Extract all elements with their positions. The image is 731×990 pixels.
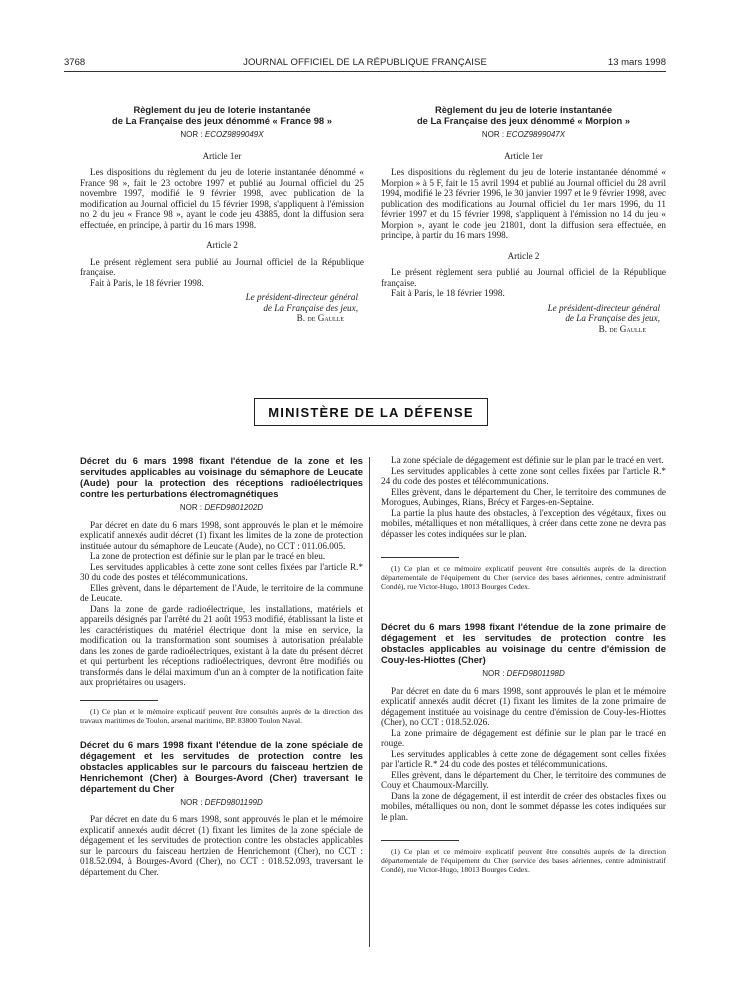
column-rule: [369, 457, 370, 947]
fait-a: Fait à Paris, le 18 février 1998.: [391, 288, 505, 298]
nor-code: DEFD9801198D: [506, 669, 565, 678]
nor-line: [80, 130, 364, 141]
signature-role: de La Française des jeux,: [263, 302, 358, 313]
decret-henrichemont-continued: [381, 455, 666, 591]
footnote: [381, 564, 666, 591]
nor-label: NOR :: [179, 503, 203, 512]
nor-label: NOR :: [481, 130, 505, 139]
paragraph: Dans la zone de garde radioélectrique, les installations, matériels et appareils désignés par l'arrêté du 21 août 1953 modifié, établissant la liste et les caractéristiques du matériel électrique dont la mise en service, la modification ou la transformation sont soumises à autorisation préalable dans les zones de garde radioélectriques, existant à la date du présent décret et qui perturbent les réceptions radioélectriques, devront être modifiés ou transformés dans le délai maximum d'un an à compter de la notification faite aux propriétaires ou usagers.: [80, 603, 363, 687]
reglement-france98: [80, 104, 364, 324]
fait-a: Fait à Paris, le 18 février 1998.: [90, 277, 204, 288]
article-text: Les dispositions du règlement du jeu de loterie instantanée dénommé « Morpion » à 5 F, fait le 15 avril 1994 et publié au Journal officiel du 28 avril 1994, modifié le 23 février 1996, le 30 janvier 1997 et le 9 février 1998, avec publication des modifications au Journal officiel du 1er mars 1996, du 11 février 1997 et du 15 février 1998, s'appliquent à l'émission no 14 du jeu « Morpion », ayant le code jeu 21801, dont la diffusion sera effectuée, en principe, à partir du 16 mars 1998.: [381, 167, 666, 240]
signature-name: B. de Gaulle: [598, 323, 646, 334]
title-line: Règlement du jeu de loterie instantanée: [133, 104, 311, 115]
footnote-rule: [381, 840, 459, 841]
nor-label: NOR :: [482, 669, 505, 678]
nor-line: [381, 669, 666, 680]
left-column: [80, 455, 363, 877]
decret-couy: [381, 621, 666, 874]
footnote: [381, 847, 666, 874]
signature-role: de La Française des jeux,: [565, 313, 660, 323]
footnote-rule: [80, 700, 158, 701]
article-heading: Article 1er: [202, 150, 242, 161]
decret-henrichemont: [80, 739, 363, 878]
signature-name: B. de Gaulle: [296, 313, 344, 323]
nor-code: ECOZ9899047X: [506, 130, 566, 139]
paragraph: Les servitudes applicables à cette zone de dégagement sont celles fixées par l'article R.* 24 du code des postes et télécommunications.: [381, 748, 666, 769]
nor-code: ECOZ9899049X: [204, 130, 264, 139]
nor-label: NOR :: [180, 130, 203, 139]
nor-line: [80, 503, 363, 514]
paragraph: La partie la plus haute des obstacles, à l'exception des végétaux, fixes ou mobiles, métalliques et non métalliques, à créer dans cette zone ne devra pas dépasser les cotes indiquées sur le plan.: [381, 507, 666, 539]
nor-code: DEFD9801202D: [204, 503, 264, 512]
paragraph: Elles grèvent, dans le département de l'Aude, le territoire de la commune de Leucate.: [80, 582, 363, 603]
right-column: [381, 455, 666, 874]
paragraph: Par décret en date du 6 mars 1998, sont approuvés le plan et le mémoire explicatif annexés audit décret (1) fixant les limites de la zone primaire de dégagement instituée au voisinage du centre d'émission de Couy-les-Hiottes (Cher), no CCT : 018.52.026.: [381, 685, 666, 727]
issue-date: 13 mars 1998: [607, 57, 666, 68]
paragraph: Elles grèvent, dans le département du Cher, le territoire des communes de Morogues, Aubinges, Rians, Brécy et Farges-en-Septaine.: [381, 486, 666, 507]
title-line: Règlement du jeu de loterie instantanée: [434, 104, 613, 115]
paragraph: Par décret en date du 6 mars 1998, sont approuvés le plan et le mémoire explicatif annexés audit décret (1) fixant les limites de la zone de protection instituée autour du sémaphore de Leucate (Aude), no CCT : 011.06.005.: [80, 519, 363, 551]
reglement-france98-title: [80, 104, 364, 126]
footnote-rule: [381, 557, 459, 558]
decret-leucate: [80, 455, 363, 725]
article-heading: Article 2: [507, 250, 540, 261]
footnote-text: (1) Ce plan et ce mémoire explicatif peuvent être consultés auprès de la direction départementale de l'équipement du Cher (service des bases aériennes, centre administratif Condé), rue Victor-Hugo, 18013 Bourges Cedex.: [381, 564, 666, 591]
running-header: [64, 57, 666, 71]
footnote: [80, 707, 363, 725]
header-rule: [64, 71, 666, 72]
page-number: 3768: [64, 57, 86, 68]
title-line: de La Française des jeux dénommé « Morpion »: [416, 115, 631, 126]
paragraph: La zone spéciale de dégagement est définie sur le plan par le tracé en vert.: [391, 455, 664, 465]
paragraph: La zone de protection est définie sur le plan par le tracé en bleu.: [90, 551, 326, 561]
journal-title: JOURNAL OFFICIEL DE LA RÉPUBLIQUE FRANÇAISE: [243, 57, 487, 68]
paragraph: Elles grèvent, dans le département du Cher, le territoire des communes de Couy et Chaumoux-Marcilly.: [381, 769, 666, 790]
signature-role: Le président-directeur général: [245, 292, 358, 302]
title-line: de La Française des jeux dénommé « France 98 »: [112, 115, 332, 126]
paragraph: Par décret en date du 6 mars 1998, sont approuvés le plan et le mémoire explicatif annexés audit décret (1) fixant les limites de la zone spéciale de dégagement et les servitudes de protection contre les obstacles applicables sur le parcours du faisceau hertzien de Henrichemont (Cher), no CCT : 018.52.094, à Bourges-Avord (Cher), no CCT : 018.52.093, traversant le département du Cher.: [80, 814, 363, 877]
decret-title: Décret du 6 mars 1998 fixant l'étendue de la zone primaire de dégagement et les servitudes de protection contre les obstacles applicables au voisinage du centre d'émission de Couy-les-Hiottes (Cher): [381, 621, 666, 665]
article-text: Le présent règlement sera publié au Journal officiel de la République française.: [80, 256, 364, 277]
reglement-morpion-title: [381, 104, 666, 126]
article-heading: Article 2: [206, 240, 238, 250]
article-text: Les dispositions du règlement du jeu de loterie instantanée dénommé « France 98 », fait le 23 octobre 1997 et publié au Journal officiel du 25 novembre 1997, modifié le 9 février 1998, avec publication de la modification au Journal officiel du 15 février 1998, s'appliquent à l'émission no 2 du jeu « France 98 », ayant le code jeu 43885, dont la diffusion sera effectuée, en principe, à partir du 16 mars 1998.: [80, 167, 364, 230]
decret-title: Décret du 6 mars 1998 fixant l'étendue de la zone spéciale de dégagement et les servitudes de protection contre les obstacles applicables sur le parcours du faisceau hertzien de Henrichemont (Cher) à Bourges-Avord (Cher) traversant le département du Cher: [80, 738, 363, 794]
paragraph: Les servitudes applicables à cette zone sont celles fixées par l'article R.* 30 du code des postes et télécommunications.: [80, 561, 363, 582]
paragraph: Dans la zone de dégagement, il est interdit de créer des obstacles fixes ou mobiles, métalliques ou non, dont le sommet dépasse les cotes indiquées sur le plan.: [381, 790, 666, 822]
article-text: Le présent règlement sera publié au Journal officiel de la République française.: [381, 267, 666, 288]
nor-label: NOR :: [180, 797, 203, 807]
nor-line: [80, 798, 363, 809]
signature-role: Le président-directeur général: [547, 302, 660, 313]
paragraph: La zone primaire de dégagement est définie sur le plan par le tracé en rouge.: [381, 727, 666, 748]
reglement-morpion: [381, 104, 666, 334]
nor-line: [381, 130, 666, 141]
paragraph: Les servitudes applicables à cette zone sont celles fixées par l'article R.* 24 du code des postes et télécommunications.: [381, 465, 666, 486]
footnote-text: (1) Ce plan et ce mémoire explicatif peuvent être consultés auprès de la direction départementale de l'équipement du Cher (service des bases aériennes, centre administratif Condé), rue Victor-Hugo, 18013 Bourges Cedex.: [381, 847, 666, 874]
ministry-heading: MINISTÈRE DE LA DÉFENSE: [254, 398, 488, 426]
article-heading: Article 1er: [504, 150, 543, 161]
decret-title: Décret du 6 mars 1998 fixant l'étendue de la zone et les servitudes applicables au voisinage du sémaphore de Leucate (Aude) pour la protection des réceptions radioélectriques contre les perturbations électromagnétiques: [80, 455, 363, 499]
footnote-text: (1) Ce plan et le mémoire explicatif peuvent être consultés auprès de la direction des travaux maritimes de Toulon, arsenal maritime, BP. 83800 Toulon Naval.: [80, 706, 363, 725]
nor-code: DEFD9801199D: [204, 797, 263, 807]
